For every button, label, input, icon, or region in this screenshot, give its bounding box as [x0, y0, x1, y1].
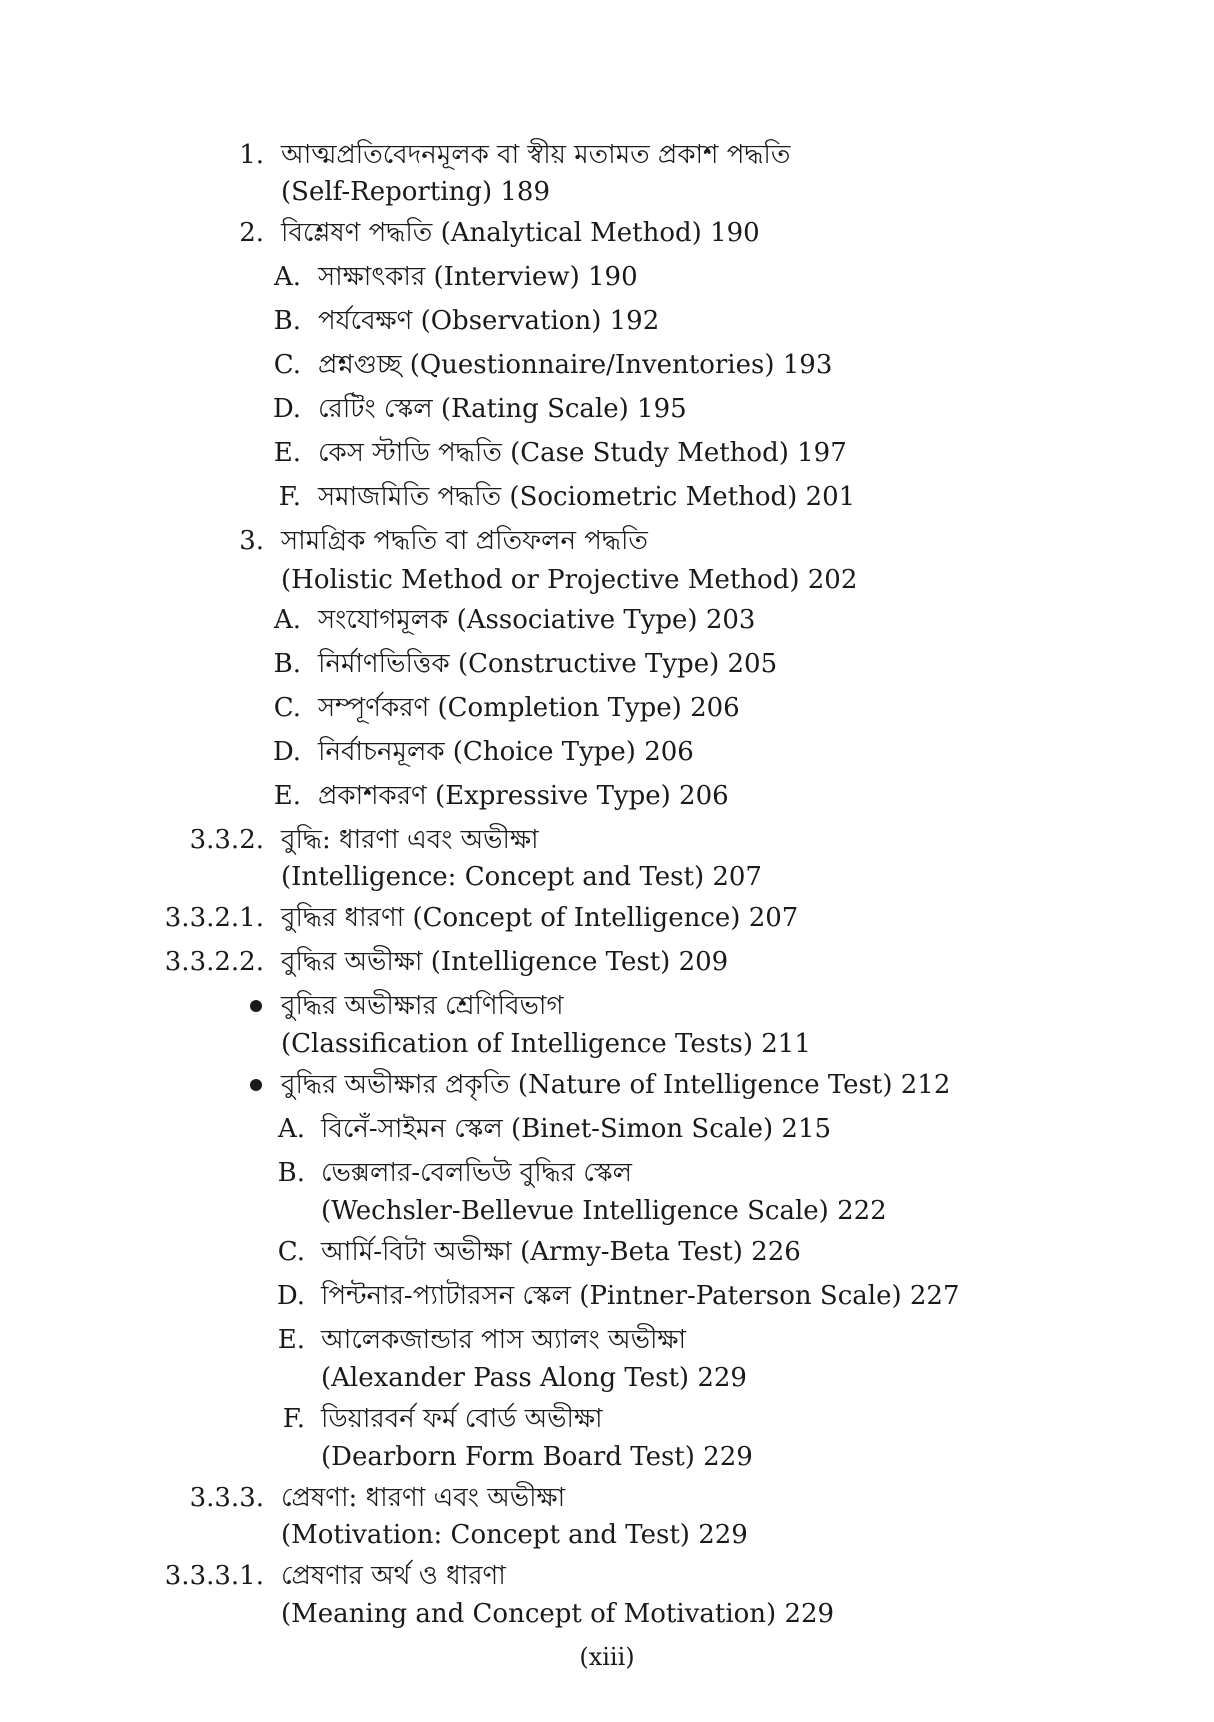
entry-text: সাক্ষাৎকার (Interview) 190 — [318, 262, 638, 292]
entry-number: E. — [273, 781, 301, 811]
entry-number: A. — [273, 605, 301, 635]
entry-text: বুদ্ধির ধারণা (Concept of Intelligence) 207 — [281, 903, 799, 933]
entry-number: F. — [282, 1404, 305, 1434]
entry-number: D. — [272, 394, 301, 424]
entry-number: 3.3.3. — [189, 1483, 264, 1513]
entry-text: আত্মপ্রতিবেদনমূলক বা স্বীয় মতামত প্রকাশ পদ্ধতি — [281, 140, 791, 170]
entry-text: প্রেষণার অর্থ ও ধারণা — [281, 1561, 506, 1591]
entry-number: 2. — [239, 218, 264, 248]
entry-text: প্রশ্নগুচ্ছ (Questionnaire/Inventories) 193 — [318, 350, 833, 380]
entry-number: 3. — [239, 526, 264, 556]
entry-text: পিন্টনার-প্যাটারসন স্কেল (Pintner-Paterson Scale) 227 — [321, 1281, 960, 1311]
entry-text: সম্পূর্ণকরণ (Completion Type) 206 — [318, 693, 740, 723]
entry-number: 3.3.2.1. — [164, 903, 264, 933]
entry-number: A. — [277, 1114, 305, 1144]
entry-text: আলেকজান্ডার পাস অ্যালং অভীক্ষা — [321, 1325, 686, 1355]
entry-number: 3.3.2. — [189, 825, 264, 855]
entry-text: বুদ্ধি: ধারণা এবং অভীক্ষা — [281, 825, 539, 855]
entry-number: B. — [273, 306, 301, 336]
entry-text: কেস স্টাডি পদ্ধতি (Case Study Method) 197 — [318, 438, 847, 468]
entry-text: (Meaning and Concept of Motivation) 229 — [281, 1599, 835, 1629]
bullet-icon — [250, 1000, 262, 1012]
entry-text: বুদ্ধির অভীক্ষা (Intelligence Test) 209 — [281, 947, 729, 977]
entry-number: C. — [273, 693, 301, 723]
entry-text: ভেক্সলার-বেলভিউ বুদ্ধির স্কেল — [321, 1158, 632, 1188]
entry-text: ডিয়ারবর্ন ফর্ম বোর্ড অভীক্ষা — [321, 1404, 603, 1434]
entry-number: D. — [276, 1281, 305, 1311]
entry-text: প্রকাশকরণ (Expressive Type) 206 — [318, 781, 729, 811]
entry-text: নির্মাণভিত্তিক (Constructive Type) 205 — [318, 649, 778, 679]
entry-text: সামগ্রিক পদ্ধতি বা প্রতিফলন পদ্ধতি — [281, 526, 648, 556]
entry-number: 3.3.2.2. — [164, 947, 264, 977]
entry-number: C. — [277, 1237, 305, 1267]
entry-text: (Alexander Pass Along Test) 229 — [321, 1363, 747, 1393]
entry-text: (Wechsler-Bellevue Intelligence Scale) 222 — [321, 1196, 887, 1226]
entry-text: পর্যবেক্ষণ (Observation) 192 — [318, 306, 660, 336]
entry-number: 1. — [239, 140, 264, 170]
entry-number: E. — [273, 438, 301, 468]
entry-text: সংযোগমূলক (Associative Type) 203 — [318, 605, 756, 635]
entry-text: বুদ্ধির অভীক্ষার শ্রেণিবিভাগ — [281, 991, 564, 1021]
entry-number: C. — [273, 350, 301, 380]
entry-text: বিনেঁ-সাইমন স্কেল (Binet-Simon Scale) 215 — [321, 1114, 832, 1144]
entry-text: (Classification of Intelligence Tests) 211 — [281, 1029, 811, 1059]
entry-text: বিশ্লেষণ পদ্ধতি (Analytical Method) 190 — [281, 218, 760, 248]
entry-number: A. — [273, 262, 301, 292]
entry-text: নির্বাচনমূলক (Choice Type) 206 — [318, 737, 694, 767]
entry-text: আর্মি-বিটা অভীক্ষা (Army-Beta Test) 226 — [321, 1237, 801, 1267]
entry-text: সমাজমিতি পদ্ধতি (Sociometric Method) 201 — [318, 482, 856, 512]
entry-text: (Intelligence: Concept and Test) 207 — [281, 862, 762, 892]
entry-number: B. — [277, 1158, 305, 1188]
entry-number: F. — [278, 482, 301, 512]
entry-number: 3.3.3.1. — [164, 1561, 264, 1591]
entry-text: (Self-Reporting) 189 — [281, 177, 551, 207]
entry-text: (Holistic Method or Projective Method) 202 — [281, 565, 858, 595]
entry-text: প্রেষণা: ধারণা এবং অভীক্ষা — [281, 1483, 566, 1513]
entry-text: (Dearborn Form Board Test) 229 — [321, 1442, 753, 1472]
entry-number: B. — [273, 649, 301, 679]
entry-text: বুদ্ধির অভীক্ষার প্রকৃতি (Nature of Intelligence Test) 212 — [281, 1070, 951, 1100]
bullet-icon — [250, 1079, 262, 1091]
page-number: (xiii) — [579, 1643, 635, 1671]
entry-number: D. — [272, 737, 301, 767]
entry-text: (Motivation: Concept and Test) 229 — [281, 1520, 748, 1550]
entry-text: রেটিং স্কেল (Rating Scale) 195 — [318, 394, 687, 424]
entry-number: E. — [277, 1325, 305, 1355]
